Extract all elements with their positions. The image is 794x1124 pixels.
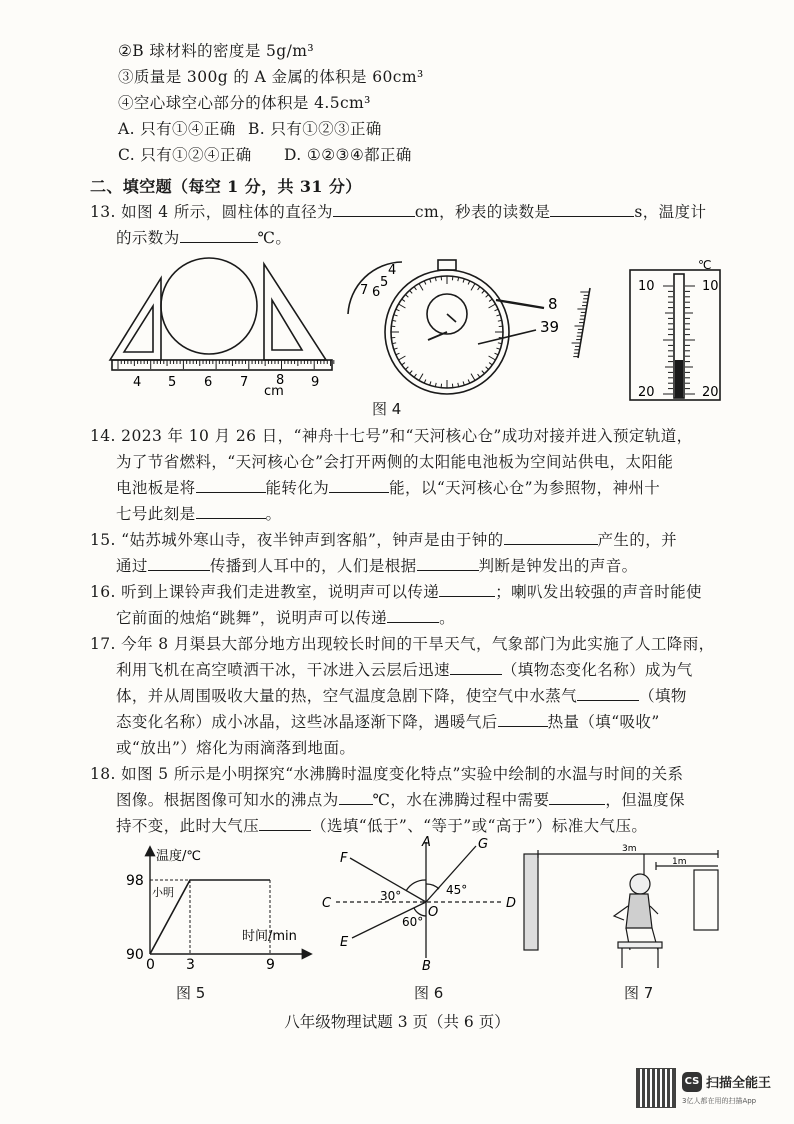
question-15-line-1 [90, 529, 677, 551]
watermark-sub: 3亿人都在用的扫描App [682, 1097, 757, 1105]
stopwatch-tick [410, 290, 413, 293]
angle-45: 45° [446, 883, 468, 897]
figure-4-thermometer [622, 256, 732, 401]
mirror-icon [524, 854, 538, 950]
stopwatch-tick [424, 281, 426, 285]
stopwatch-tick [410, 371, 413, 374]
stopwatch-tick [489, 363, 492, 365]
stopwatch-tick [405, 367, 408, 370]
question-14-line-2: 为了节省燃料，“天河核心仓”会打开两侧的太阳能电池板为空间站供电，太阳能 [116, 453, 674, 471]
angle-60: 60° [402, 915, 424, 929]
ruler-label: 4 [133, 375, 142, 390]
answer-blank[interactable] [196, 477, 266, 493]
stopwatch-tick [402, 363, 405, 365]
figure-6-caption: 图 6 [414, 984, 444, 1002]
choice-a: A. 只有①④正确 [118, 120, 236, 138]
stopwatch-tick [495, 353, 499, 355]
question-17-line-1: 17. 今年 8 月渠县大部分地方出现较长时间的干旱天气，气象部门为此实施了人工降雨， [90, 635, 715, 653]
q18-text: 图像。根据图像可知水的沸点为 [116, 791, 339, 809]
option-3: ③质量是 300g 的 A 金属的体积是 60cm³ [118, 68, 424, 86]
stopwatch-tick [419, 284, 423, 291]
question-17-line-5: 或“放出”）熔化为雨滴落到地面。 [116, 739, 356, 757]
stopwatch-tick [402, 299, 405, 301]
label-f: F [340, 851, 348, 866]
answer-blank[interactable] [450, 659, 502, 675]
question-16-line-1 [90, 581, 702, 603]
q17-text: （填物态变化名称）成为气 [501, 661, 693, 679]
stopwatch-tick [399, 356, 406, 360]
stopwatch-tick [414, 374, 416, 377]
ruler-label: 6 [204, 375, 213, 390]
distance-3m: 3m [622, 844, 637, 854]
label-g: G [478, 837, 489, 852]
label-o: O [428, 905, 439, 920]
answer-blank[interactable] [417, 555, 479, 571]
q16-text: 。 [439, 609, 455, 627]
thermo-label: 10 [638, 279, 655, 294]
stopwatch-min-label: 5 [380, 275, 389, 290]
q13-text: cm，秒表的读数是 [414, 203, 551, 221]
question-17-line-2 [116, 659, 693, 681]
ruler-label: 8 [276, 373, 285, 388]
ruler-label: 5 [168, 375, 177, 390]
stopwatch-min-label: 6 [372, 285, 381, 300]
option-4: ④空心球空心部分的体积是 4.5cm³ [118, 94, 371, 112]
figure-4-caption: 图 4 [372, 400, 402, 418]
q15-text: 判断是钟发出的声音。 [478, 557, 638, 575]
stopwatch-tick [405, 295, 408, 298]
stopwatch-tick [471, 284, 475, 291]
stopwatch-tick [486, 295, 489, 298]
figure-6-diagram [318, 834, 530, 974]
q16-text: 它前面的烛焰“跳舞”，说明声可以传递 [116, 609, 388, 627]
q16-text: ；喇叭发出较强的声音时能使 [495, 583, 702, 601]
stopwatch-min-label: 7 [360, 283, 369, 298]
question-17-line-4 [116, 711, 660, 733]
stopwatch-tick [478, 287, 480, 290]
q17-text: 热量（填“吸收” [547, 713, 660, 731]
question-14-line-1: 14. 2023 年 10 月 26 日，“神舟十七号”和“天河核心仓”成功对接并进入预定轨道， [90, 427, 693, 445]
q18-text: ℃，水在沸腾过程中需要 [372, 791, 550, 809]
question-13-line-1 [90, 201, 706, 223]
stopwatch-tick [495, 309, 499, 311]
question-14-line-4 [116, 503, 281, 525]
stopwatch-tick [430, 279, 431, 283]
label-c: C [322, 896, 332, 911]
ruler-unit: cm [264, 384, 284, 396]
stopwatch-tick [424, 380, 426, 384]
q15-text: 产生的，并 [597, 531, 678, 549]
figure-5-caption: 图 5 [176, 984, 206, 1002]
angle-30: 30° [380, 889, 402, 903]
watermark-name: 扫描全能王 [706, 1076, 772, 1091]
q18-text: 持不变，此时大气压 [116, 817, 260, 835]
qr-code-icon [636, 1068, 676, 1108]
stopwatch-tick [482, 290, 485, 293]
q17-text: 利用飞机在高空喷洒干冰，干冰进入云层后迅速 [116, 661, 450, 679]
answer-blank[interactable] [387, 607, 439, 623]
q16-text: 16. 听到上课铃声我们走进教室，说明声可以传递 [90, 583, 440, 601]
stopwatch-tick [399, 304, 406, 308]
figure-4-stopwatch [346, 256, 600, 401]
scanner-watermark [636, 1068, 776, 1112]
stopwatch-tick [430, 381, 431, 385]
eye-chart-icon [694, 870, 718, 930]
stopwatch-tick [468, 281, 470, 285]
option-2: ②B 球材料的密度是 5g/m³ [118, 42, 314, 60]
label-b: B [422, 959, 431, 974]
stopwatch-sec-label: 8 [548, 295, 558, 313]
choice-b: B. 只有①②③正确 [248, 120, 382, 138]
stopwatch-tick [394, 348, 398, 349]
q14-text: 七号此刻是 [116, 505, 196, 523]
answer-blank[interactable] [148, 555, 210, 571]
y-tick-label: 98 [126, 873, 144, 889]
q13-text: 13. 如图 4 所示，圆柱体的直径为 [90, 203, 333, 221]
q13-text: ℃。 [257, 229, 292, 247]
answer-blank[interactable] [549, 789, 605, 805]
x-tick-label: 0 [146, 957, 155, 972]
stopwatch-tick [489, 356, 496, 360]
stopwatch-tick [496, 315, 500, 316]
q15-text: 传播到人耳中的，人们是根据 [209, 557, 417, 575]
stopwatch-tick [489, 304, 496, 308]
x-tick-label: 3 [186, 957, 195, 972]
y-tick-label: 90 [126, 947, 144, 963]
q14-text: 电池板是将 [116, 479, 196, 497]
ruler-label: 9 [311, 375, 320, 390]
stopwatch-tick [419, 374, 423, 381]
question-16-line-2 [116, 607, 455, 629]
q18-text: （选填“低于”、“等于”或“高于”）标准大气压。 [311, 817, 648, 835]
figure-4-ruler [106, 256, 338, 396]
stopwatch-tick [489, 299, 492, 301]
label-e: E [340, 935, 349, 950]
label-a: A [422, 835, 431, 850]
stopwatch-tick [463, 381, 464, 385]
stopwatch-tick [414, 287, 416, 290]
thermo-label: 10 [702, 279, 719, 294]
answer-blank[interactable] [504, 529, 598, 545]
q15-text: 通过 [116, 557, 148, 575]
answer-blank[interactable] [259, 815, 311, 831]
ruler-label: 7 [240, 375, 249, 390]
q13-text: 的示数为 [116, 229, 180, 247]
stopwatch-tick [463, 279, 464, 283]
figure-7-caption: 图 7 [624, 984, 654, 1002]
stopwatch-tick [478, 374, 480, 377]
question-18-line-2 [116, 789, 685, 811]
stopwatch-tick [394, 315, 398, 316]
answer-blank[interactable] [180, 227, 258, 243]
stopwatch-tick [486, 367, 489, 370]
stopwatch-sec-label: 39 [540, 318, 560, 336]
answer-blank[interactable] [498, 711, 548, 727]
stopwatch-min-label: 4 [388, 263, 397, 278]
figure-7-mirror [518, 842, 740, 974]
question-14-line-3 [116, 477, 660, 499]
q17-text: 体，并从周围吸收大量的热，空气温度急剧下降，使空气中水蒸气 [116, 687, 578, 705]
stopwatch-tick [471, 374, 475, 381]
q15-text: 15. “姑苏城外寒山寺，夜半钟声到客船”，钟声是由于钟的 [90, 531, 504, 549]
cs-logo-icon: CS [682, 1072, 702, 1092]
stopwatch-tick [482, 371, 485, 374]
question-17-line-3 [116, 685, 687, 707]
y-axis-label: 温度/℃ [156, 849, 201, 864]
q14-text: 。 [265, 505, 282, 523]
stopwatch-tick [468, 380, 470, 384]
page-footer: 八年级物理试题 3 页（共 6 页） [284, 1013, 510, 1031]
stopwatch-tick [496, 348, 500, 349]
q14-text: 能转化为 [265, 479, 330, 497]
q14-text: 能，以“天河核心仓”为参照物，神州十 [389, 479, 661, 497]
series-label: 小明 [152, 886, 174, 899]
q17-text: （填物 [639, 687, 687, 705]
answer-blank[interactable] [329, 477, 389, 493]
answer-blank[interactable] [196, 503, 266, 519]
answer-blank[interactable] [439, 581, 495, 597]
section-title: 二、填空题（每空 1 分，共 31 分） [90, 177, 362, 196]
stopwatch-tick [396, 353, 400, 355]
thermo-unit: ℃ [698, 258, 712, 272]
question-18-line-1: 18. 如图 5 所示是小明探究“水沸腾时温度变化特点”实验中绘制的水温与时间的关系 [90, 765, 684, 783]
stopwatch-tick [396, 309, 400, 311]
q18-text: ，但温度保 [605, 791, 685, 809]
question-13-line-2 [116, 227, 291, 249]
answer-blank[interactable] [577, 685, 639, 701]
x-axis-label: 时间/min [242, 929, 297, 944]
answer-blank[interactable] [339, 789, 373, 805]
answer-blank[interactable] [550, 201, 634, 217]
choice-c: C. 只有①②④正确 [118, 146, 252, 164]
choice-d: D. ①②③④都正确 [284, 146, 412, 164]
answer-blank[interactable] [333, 201, 415, 217]
label-d: D [506, 896, 517, 911]
question-15-line-2 [116, 555, 638, 577]
thermo-label: 20 [702, 385, 719, 400]
q13-text: s，温度计 [634, 203, 707, 221]
person-icon [630, 874, 650, 894]
figure-5-chart [122, 842, 332, 972]
x-tick-label: 9 [266, 957, 275, 972]
thermo-label: 20 [638, 385, 655, 400]
distance-1m: 1m [672, 857, 687, 867]
q17-text: 态变化名称）成小冰晶，这些冰晶逐渐下降，遇暖气后 [116, 713, 498, 731]
